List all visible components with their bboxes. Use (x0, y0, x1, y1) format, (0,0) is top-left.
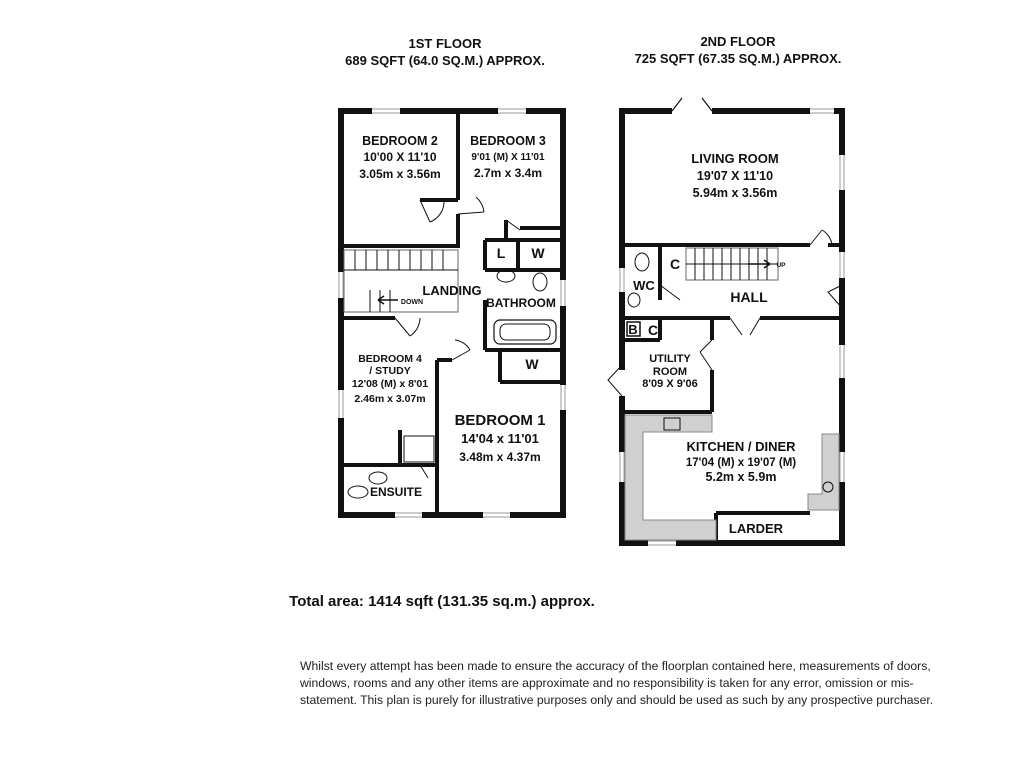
linen-cupboard-label: L (496, 245, 506, 261)
wardrobe-mid-label: W (525, 356, 539, 372)
floor1-title: 1ST FLOOR (408, 36, 482, 51)
ensuite-label: ENSUITE (369, 485, 423, 499)
bedroom2-dim-metric: 3.05m x 3.56m (359, 167, 441, 181)
floor2-title: 2ND FLOOR (700, 34, 776, 49)
bedroom3-dim-imperial: 9'01 (M) X 11'01 (471, 152, 545, 163)
landing-label: LANDING (422, 283, 482, 298)
disclaimer-text: Whilst every attempt has been made to ensure the accuracy of the floorplan contained here, measurements of doors, windows, rooms and any other items are approximate and no responsibility is taken for any error, omission or mis-statement. This plan is purely for illustrative purposes only and should be used as such by any prospective purchaser. (300, 659, 934, 707)
wardrobe-top-label: W (531, 245, 545, 261)
bedroom4-dim-metric: 2.46m x 3.07m (354, 393, 426, 405)
up-label: UP (776, 262, 786, 269)
bedroom2-dim-imperial: 10'00 X 11'10 (363, 150, 437, 164)
boiler-label: B (628, 322, 638, 337)
hall-label: HALL (730, 289, 768, 305)
utility-name: UTILITY (649, 353, 691, 365)
hall-cupboard-label: C (669, 256, 681, 272)
larder-label: LARDER (728, 521, 784, 536)
bedroom4-name2: / STUDY (369, 365, 411, 377)
bedroom4-dim-imperial: 12'08 (M) x 8'01 (351, 378, 429, 390)
bedroom3-dim-metric: 2.7m x 3.4m (473, 166, 543, 180)
wc-toilet (635, 253, 649, 271)
bedroom1-dim-metric: 3.48m x 4.37m (459, 450, 541, 464)
floor1-shower-tray (404, 436, 434, 462)
floor2-area: 725 SQFT (67.35 SQ.M.) APPROX. (634, 51, 842, 66)
kitchen-dim-metric: 5.2m x 5.9m (705, 470, 777, 484)
wc-sink (628, 293, 640, 307)
utility-name2: ROOM (652, 366, 688, 378)
bathroom-label: BATHROOM (486, 296, 556, 310)
bedroom1-name: BEDROOM 1 (454, 412, 546, 429)
kitchen-dim-imperial: 17'04 (M) x 19'07 (M) (685, 457, 797, 469)
floor1-area: 689 SQFT (64.0 SQ.M.) APPROX. (345, 53, 545, 68)
floor2-doors (608, 230, 842, 396)
utility-cupboard-label: C (647, 322, 659, 338)
bedroom4-name: BEDROOM 4 (358, 353, 422, 365)
floor1-ensuite-toilet (348, 486, 368, 498)
bedroom1-dim-imperial: 14'04 x 11'01 (461, 431, 539, 446)
living-room-dim-imperial: 19'07 X 11'10 (696, 169, 774, 183)
living-room-name: LIVING ROOM (691, 151, 779, 166)
wc-label: WC (633, 278, 655, 293)
down-label: DOWN (400, 299, 424, 306)
floor1-bathtub-inner (500, 324, 550, 340)
floor2-labels (627, 151, 796, 536)
disclaimer (300, 658, 940, 709)
floor1-ensuite-sink (369, 472, 387, 484)
living-room-dim-metric: 5.94m x 3.56m (692, 186, 778, 200)
floor1-bathroom-toilet (533, 273, 547, 291)
floor2-up-arrow (748, 260, 770, 268)
total-area: Total area: 1414 sqft (131.35 sq.m.) approx. (289, 593, 595, 610)
bedroom2-name: BEDROOM 2 (362, 134, 438, 148)
bedroom3-name: BEDROOM 3 (470, 134, 546, 148)
kitchen-name: KITCHEN / DINER (686, 439, 796, 454)
utility-dim-imperial: 8'09 X 9'06 (642, 378, 698, 390)
floor1-down-arrow (378, 296, 398, 304)
